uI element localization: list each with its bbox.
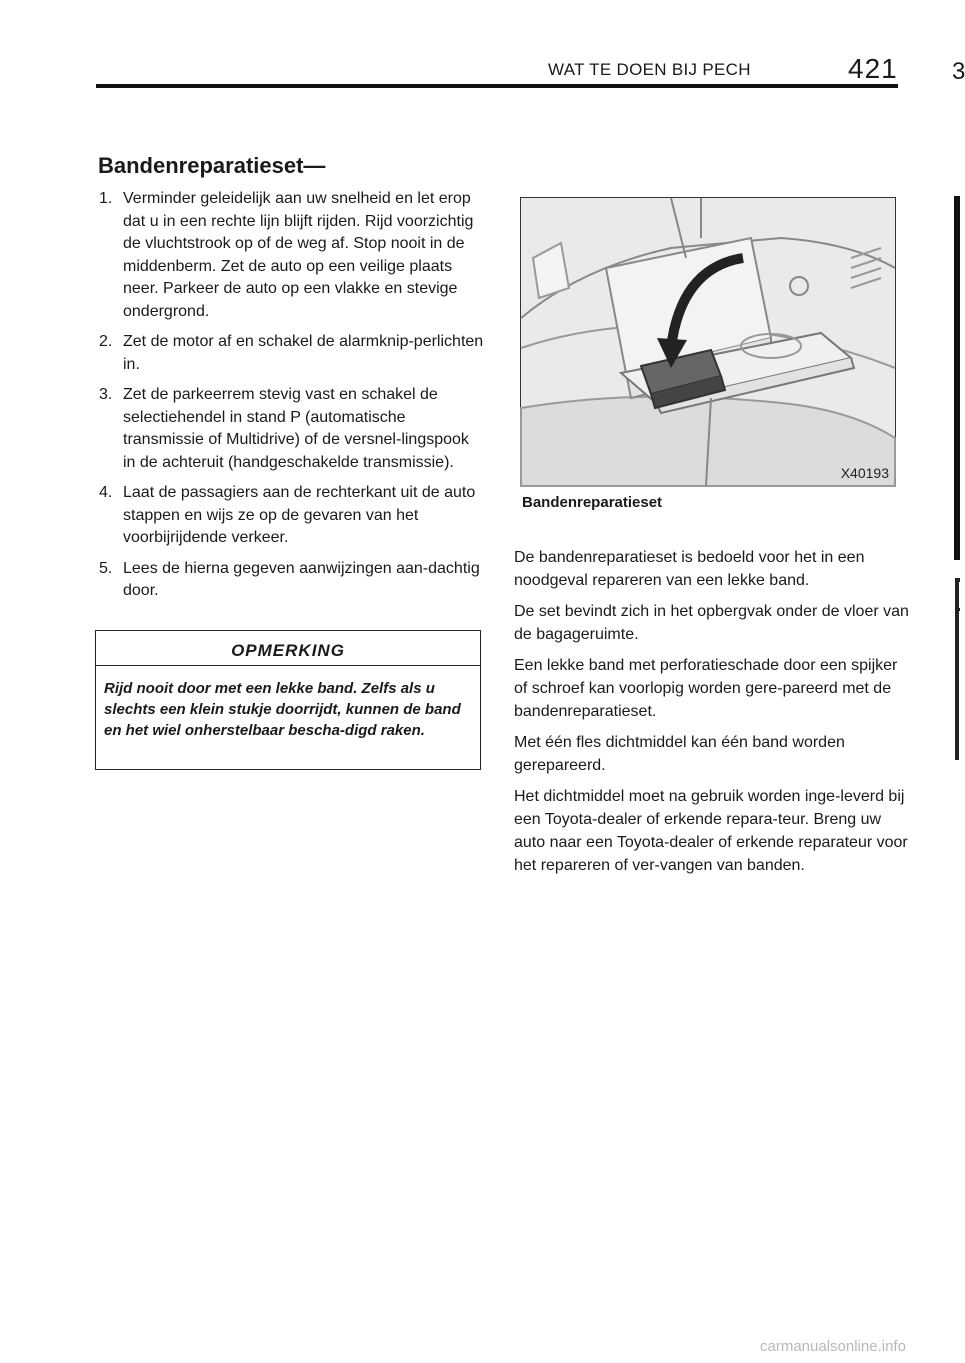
figure-caption: Bandenreparatieset <box>522 494 663 511</box>
step-text: Lees de hierna gegeven aanwijzingen aan-dachtig door. <box>123 559 480 599</box>
step-number: 2. <box>99 333 113 350</box>
chapter-edge-tab <box>954 196 960 560</box>
step-number: 1. <box>99 190 113 207</box>
description-text <box>514 546 909 885</box>
note-box <box>95 630 481 770</box>
chapter-edge-number: 3 <box>952 58 965 85</box>
step-text: Zet de motor af en schakel de alarmknip-perlichten in. <box>123 333 484 373</box>
running-header-title: WAT TE DOEN BIJ PECH <box>548 60 751 79</box>
trunk-illustration <box>520 197 896 487</box>
paragraph: Het dichtmiddel moet na gebruik worden inge-leverd bij een Toyota‑dealer of erkende repara-teur. Breng uw auto naar een Toyota‑dealer of erkende reparateur voor het repareren of ver-vangen van banden. <box>514 788 908 874</box>
step-text: Laat de passagiers aan de rechterkant uit de auto stappen en wijs ze op de gevaren van het voorbijrijdende verkeer. <box>123 484 476 546</box>
instruction-steps <box>99 188 484 611</box>
paragraph: Een lekke band met perforatieschade door een spijker of schroef kan voorlopig worden gere-pareerd met de bandenreparatieset. <box>514 657 898 720</box>
step-item <box>99 188 484 323</box>
note-title: OPMERKING <box>96 631 480 666</box>
step-item <box>99 558 484 603</box>
header-rule <box>96 84 898 88</box>
step-number: 3. <box>99 386 113 403</box>
step-item <box>99 384 484 474</box>
watermark: carmanualsonline.info <box>760 1338 906 1355</box>
step-text: Verminder geleidelijk aan uw snelheid en let erop dat u in een rechte lijn blijft rijden. Rijd voorzichtig de vluchtstrook op of de weg af. Stop nooit in de middenberm. Zet de auto op een veilige plaats neer. Parkeer de auto op een vlakke en stevige ondergrond. <box>123 190 474 320</box>
paragraph: De bandenreparatieset is bedoeld voor het in een noodgeval repareren van een lekke band. <box>514 549 865 589</box>
figure-code: X40193 <box>840 465 889 481</box>
step-number: 4. <box>99 484 113 501</box>
step-item <box>99 331 484 376</box>
note-text: Rijd nooit door met een lekke band. Zelfs als u slechts een klein stukje doorrijdt, kunnen de band en het wiel onherstelbaar bescha-digd raken. <box>104 680 461 739</box>
step-number: 5. <box>99 559 113 577</box>
chapter-edge-tab-notch <box>955 578 960 582</box>
paragraph: Met één fles dichtmiddel kan één band worden gerepareerd. <box>514 734 845 774</box>
chapter-edge-tab-notch <box>955 608 960 611</box>
section-heading: Bandenreparatieset— <box>98 153 326 178</box>
paragraph: De set bevindt zich in het opbergvak onder de vloer van de bagageruimte. <box>514 603 909 643</box>
step-text: Zet de parkeerrem stevig vast en schakel de selectiehendel in stand P (automatische transmissie of Multidrive) of de versnel-lingspook in de achteruit (handgeschakelde transmissie). <box>123 386 469 471</box>
page-number: 421 <box>848 53 898 84</box>
trunk-illustration-drawing <box>521 198 895 486</box>
chapter-edge-tab-secondary <box>955 578 959 760</box>
step-item <box>99 482 484 550</box>
